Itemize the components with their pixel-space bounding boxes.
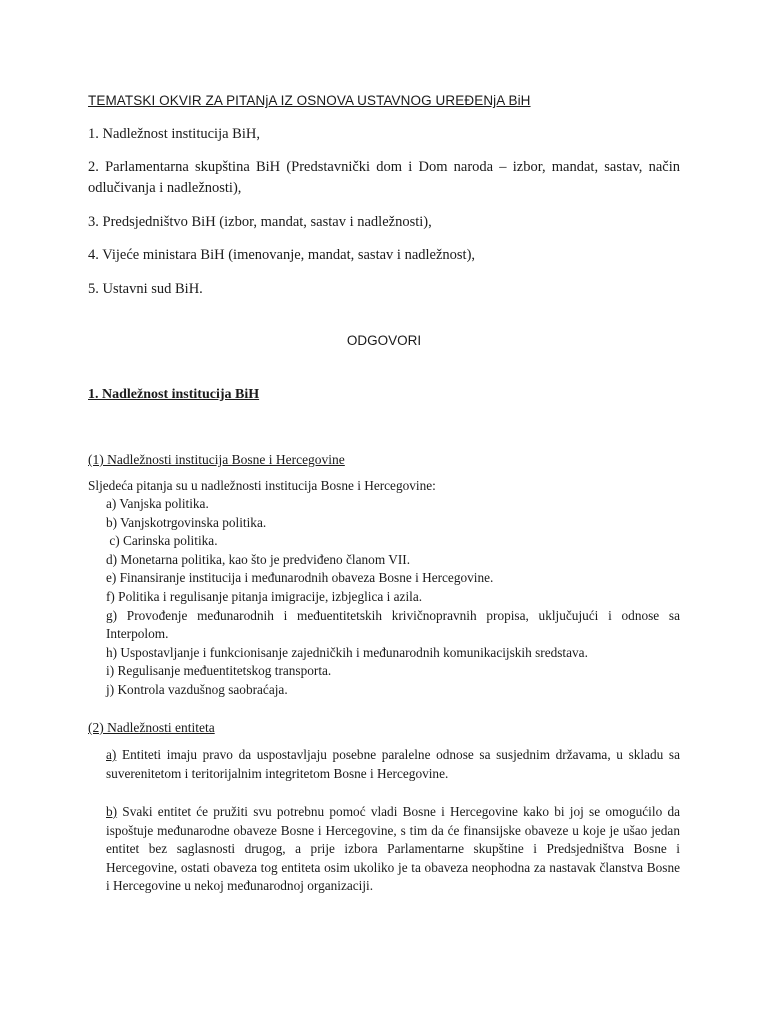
item-text-b: Svaki entitet će pružiti svu potrebnu pomoć vladi Bosne i Hercegovine kako bi joj se omogućilo da ispoštuje međunarodne obaveze Bosne i Hercegovine, s tim da će finansijske obaveze u koje je ušao jedan entitet bez saglasnosti drugog, a prije izbora Parlamentarne skupštine i Predsjedništva Bosne i Hercegovine, ostati obaveza tog entiteta osim ukoliko je ta obaveza neophodna za nastavak članstva Bosne i Hercegovine u nekoj međunarodnoj organizaciji. [106, 804, 680, 894]
list-item: f) Politika i regulisanje pitanja imigracije, izbjeglica i azila. [106, 588, 423, 604]
item-label-b: b) [106, 804, 118, 819]
list-item: i) Regulisanje međuentitetskog transporta. [106, 663, 332, 679]
list-item: c) Carinska politika. [106, 533, 218, 549]
topic-4: 4. Vijeće ministara BiH (imenovanje, mandat, sastav i nadležnost), [88, 247, 476, 263]
section-heading: 1. Nadležnost institucija BiH [88, 387, 260, 402]
answers-heading: ODGOVORI [346, 333, 422, 348]
list-item: j) Kontrola vazdušnog saobraćaja. [106, 681, 288, 697]
list-item: g) Provođenje međunarodnih i međuentitetskih krivičnopravnih propisa, uključujući i odnose sa Interpolom. [106, 607, 680, 642]
entity-paragraph-a [106, 746, 680, 783]
subsection-1-heading: (1) Nadležnosti institucija Bosne i Hercegovine [88, 452, 345, 467]
list-item: a) Vanjska politika. [106, 496, 209, 511]
list-item: e) Finansiranje institucija i međunarodnih obaveza Bosne i Hercegovine. [106, 570, 494, 586]
list-item: d) Monetarna politika, kao što je predviđeno članom VII. [106, 551, 411, 567]
document-title: TEMATSKI OKVIR ZA PITANјA IZ OSNOVA USTAVNOG UREĐENјA BiH [88, 93, 531, 108]
subsection-1-intro: Sljedeća pitanja su u nadležnosti institucija Bosne i Hercegovine: [88, 478, 436, 493]
entity-paragraph-b [106, 803, 680, 896]
competences-list [106, 495, 680, 700]
topic-1: 1. Nadležnost institucija BiH, [88, 126, 260, 142]
topic-3: 3. Predsjedništvo BiH (izbor, mandat, sastav i nadležnosti), [88, 214, 432, 230]
topic-2: 2. Parlamentarna skupština BiH (Predstavnički dom i Dom naroda – izbor, mandat, sastav, način odlučivanja i nadležnosti), [88, 159, 680, 196]
item-text-a: Entiteti imaju pravo da uspostavljaju posebne paralelne odnose sa susjednim državama, u skladu sa suverenitetom i teritorijalnim integritetom Bosne i Hercegovine. [106, 747, 680, 781]
subsection-2-heading: (2) Nadležnosti entiteta [88, 720, 215, 735]
list-item: h) Uspostavljanje i funkcionisanje zajedničkih i međunarodnih komunikacijskih sredstava. [106, 644, 588, 660]
item-label-a: a) [106, 747, 117, 762]
topic-5: 5. Ustavni sud BiH. [88, 281, 203, 297]
list-item: b) Vanjskotrgovinska politika. [106, 514, 267, 530]
